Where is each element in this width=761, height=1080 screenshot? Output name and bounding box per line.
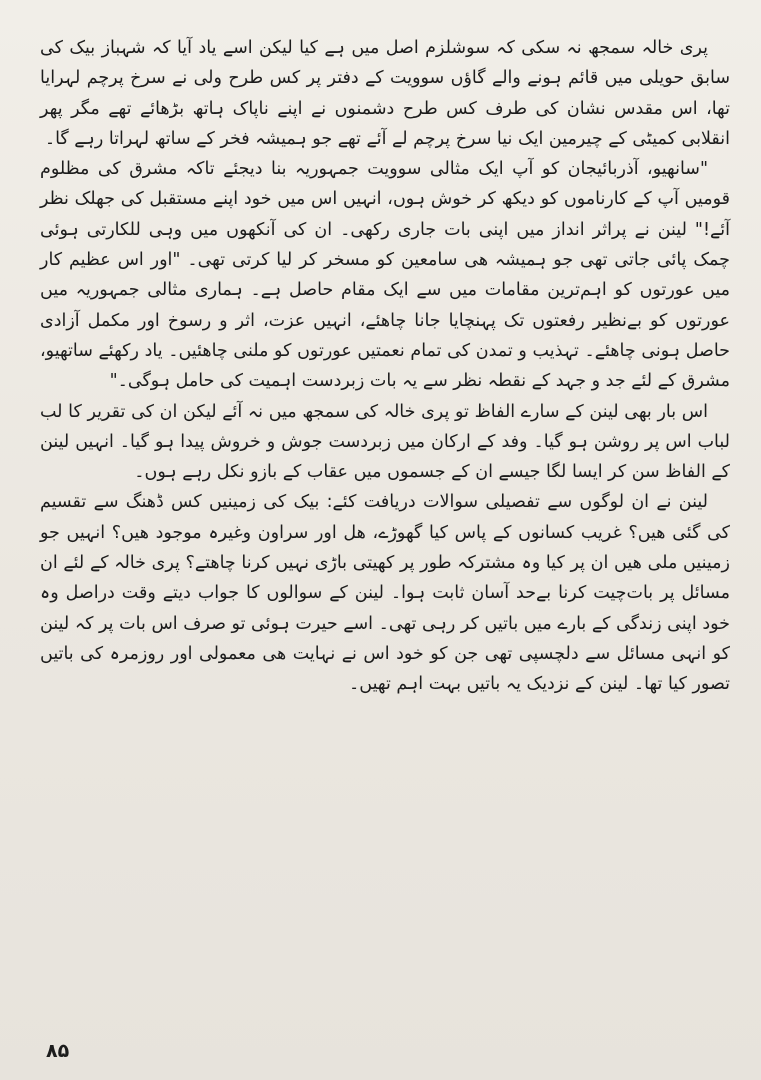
page-number: ۸۵ bbox=[46, 1040, 70, 1062]
paragraph: اس بار بھی لینن کے سارے الفاظ تو پری خالہ کی سمجھ میں نہ آئے لیکن ان کی تقریر کا لب لباب اس پر روشن ہو گیا۔ وفد کے ارکان میں زبردست جوش و خروش پیدا ہو گیا۔ انہیں لینن کے الفاظ سن کر ایسا لگا جیسے ان کے جسموں میں عقاب کے بازو نکل رہے ہوں۔ bbox=[40, 401, 730, 483]
paragraph: "سانھیو، آذربائیجان کو آپ ایک مثالی سوویت جمہوریہ بنا دیجئے تاکہ مشرق کی مظلوم قومیں آپ کے کارناموں کو دیکھ کر خوش ہوں، انہیں اس میں خود اپنے مستقبل کی جھلک نظر آئے!" لینن نے پراثر انداز میں اپنی بات جاری رکھی۔ ان کی آنکھوں میں وہی للکارتی ہوئی چمک پائی جاتی تھی جو ہمیشہ ھی سامعین کو مسخر کر لیا کرتی تھی۔ "اور اس عظیم کار میں عورتوں کو اہم‌ترین مقامات میں سے ایک مقام حاصل ہے۔ ہماری مثالی جمہوریہ میں عورتوں کو بےنظیر رفعتوں تک پہنچایا جانا چاھئے، انہیں عزت، اثر و رسوخ اور مکمل آزادی حاصل ہونی چاھئے۔ تہذیب و تمدن کی تمام نعمتیں عورتوں کو ملنی چاھئیں۔ یاد رکھئے ساتھیو، مشرق کے لئے جد و جہد کے نقطہ نظر سے یہ بات زبردست اہمیت کی حامل ہوگی۔" bbox=[40, 159, 730, 392]
body-text bbox=[40, 33, 730, 700]
paragraph: لینن نے ان لوگوں سے تفصیلی سوالات دریافت کئے: بیک کی زمینیں کس ڈھنگ سے تقسیم کی گئی ھیں؟ غریب کسانوں کے پاس کیا گھوڑے، ھل اور سراون وغیرہ موجود ھیں؟ انہیں جو زمینیں ملی ھیں ان پر کیا وہ مشترکہ طور پر کھیتی باڑی نہیں کرنا چاھتے؟ پری خالہ کے لئے ان مسائل پر بات‌چیت کرنا بےحد آسان ثابت ہوا۔ لینن کے سوالوں کا جواب دیتے وقت دراصل وہ خود اپنی زندگی کے بارے میں باتیں کر رہی تھی۔ اسے حیرت ہوئی تو صرف اس بات پر کہ لینن کو انہی مسائل سے دلچسپی تھی جن کو خود اس نے نہایت ھی معمولی اور روزمرہ کی باتیں تصور کیا تھا۔ لینن کے نزدیک یہ باتیں بہت اہم تھیں۔ bbox=[40, 492, 730, 695]
paragraph: پری خالہ سمجھ نہ سکی کہ سوشلزم اصل میں ہے کیا لیکن اسے یاد آیا کہ شہباز بیک کی سابق حویلی میں قائم ہونے والے گاؤں سوویت کے دفتر پر کس طرح ولی نے سرخ پرچم لہرایا تھا، اس مقدس نشان کی طرف کس طرح دشمنوں نے اپنے ناپاک ہاتھ بڑھائے تھے مگر پھر انقلابی کمیٹی کے چیرمین ایک نیا سرخ پرچم لے آئے تھے جو ہمیشہ فخر کے ساتھ لہراتا رہے گا۔ bbox=[40, 38, 730, 149]
